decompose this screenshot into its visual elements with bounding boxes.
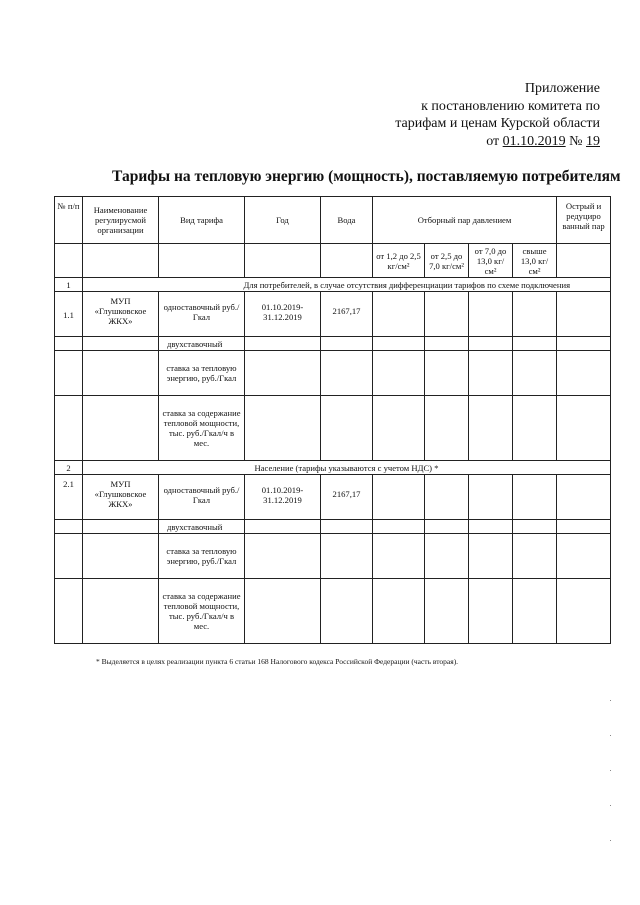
cell [321,534,373,579]
cell [469,579,513,644]
cell [321,337,373,351]
cell [557,534,611,579]
cell [373,475,425,520]
row-period: 01.10.2019-31.12.2019 [245,292,321,337]
header-num: № п/п [55,197,83,244]
cell [55,244,83,278]
table-subheader-row [55,244,611,278]
document-header [330,80,600,150]
cell [55,351,83,396]
cell [321,396,373,461]
footnote: * Выделяется в целях реализации пункта 6 статьи 168 Налогового кодекса Российской Федерации (часть вторая). [96,657,459,666]
row-two-part: двухставочный [159,337,245,351]
cell [513,337,557,351]
header-number-sign: № [569,133,583,149]
cell [55,337,83,351]
header-org: Наименование регулирусмой организации [83,197,159,244]
cell [469,475,513,520]
cell [469,351,513,396]
cell [83,244,159,278]
table-row [55,337,611,351]
cell [469,520,513,534]
row-rate-capacity: ставка за содержание тепловой мощности, тыс. руб./Гкал/ч в мес. [159,396,245,461]
cell [513,520,557,534]
header-year: Год [245,197,321,244]
cell [373,337,425,351]
cell [557,579,611,644]
subheader-steam-3: от 7,0 до 13,0 кг/см² [469,244,513,278]
table-row [55,579,611,644]
row-water: 2167,17 [321,475,373,520]
cell [83,351,159,396]
table-row [55,534,611,579]
document-title: Тарифы на тепловую энергию (мощность), поставляемую потребителям [112,168,621,185]
cell [513,534,557,579]
cell [513,579,557,644]
cell [513,351,557,396]
header-type: Вид тарифа [159,197,245,244]
row-num: 1.1 [55,292,83,337]
cell [425,520,469,534]
cell [469,337,513,351]
cell [55,579,83,644]
cell [373,292,425,337]
scan-dot [610,840,611,841]
header-number: 19 [586,133,600,149]
table-row [55,396,611,461]
cell [245,396,321,461]
cell [425,396,469,461]
section-row-2 [55,461,611,475]
header-appendix: Приложение [524,81,600,96]
cell [513,396,557,461]
cell [55,396,83,461]
cell [55,534,83,579]
cell [557,292,611,337]
row-org: МУП «Глушковское ЖКХ» [83,475,159,520]
header-steam: Отборный пар давлением [373,197,557,244]
header-water: Вода [321,197,373,244]
cell [83,534,159,579]
cell [55,520,83,534]
scan-dot [610,805,611,806]
cell [83,337,159,351]
section-title: Население (тарифы указываются с учетом НДС) * [83,461,611,475]
cell [373,534,425,579]
cell [425,475,469,520]
header-date-prefix: от [486,133,500,149]
cell [373,520,425,534]
cell [245,337,321,351]
cell [557,244,611,278]
cell [425,351,469,396]
cell [245,520,321,534]
cell [321,520,373,534]
header-resolution: к постановлению комитета по [421,98,600,114]
section-row-1 [55,278,611,292]
row-type: одноставочный руб./Гкал [159,475,245,520]
row-rate-capacity: ставка за содержание тепловой мощности, тыс. руб./Гкал/ч в мес. [159,579,245,644]
cell [557,351,611,396]
cell [321,351,373,396]
row-water: 2167,17 [321,292,373,337]
cell [425,292,469,337]
section-num: 2 [55,461,83,475]
table-header-row [55,197,611,244]
section-num: 1 [55,278,83,292]
cell [373,579,425,644]
cell [83,396,159,461]
row-rate-heat: ставка за тепловую энергию, руб./Гкал [159,534,245,579]
cell [321,244,373,278]
subheader-steam-1: от 1,2 до 2,5 кг/см² [373,244,425,278]
cell [425,337,469,351]
cell [245,534,321,579]
header-date: 01.10.2019 [502,133,566,149]
cell [513,292,557,337]
row-rate-heat: ставка за тепловую энергию, руб./Гкал [159,351,245,396]
row-num: 2.1 [55,475,83,520]
row-two-part: двухставочный [159,520,245,534]
cell [469,396,513,461]
scan-dot [610,700,611,701]
cell [83,520,159,534]
cell [469,534,513,579]
cell [425,534,469,579]
header-sharp-steam: Острый и редуциро ванный пар [557,197,611,244]
cell [321,579,373,644]
header-date-number [330,133,600,151]
cell [245,351,321,396]
cell [83,579,159,644]
row-type: одноставочный руб./Гкал [159,292,245,337]
cell [425,579,469,644]
cell [469,292,513,337]
cell [557,396,611,461]
cell [159,244,245,278]
scan-dot [610,770,611,771]
cell [245,579,321,644]
row-period: 01.10.2019-31.12.2019 [245,475,321,520]
table-row [55,292,611,337]
header-committee: тарифам и ценам Курской области [395,116,600,131]
subheader-steam-2: от 2,5 до 7,0 кг/см² [425,244,469,278]
tariff-table [54,196,611,644]
cell [373,351,425,396]
table-row [55,351,611,396]
subheader-steam-4: свыше 13,0 кг/см² [513,244,557,278]
cell [557,337,611,351]
scan-dot [610,735,611,736]
table-row [55,475,611,520]
cell [245,244,321,278]
table-row [55,520,611,534]
cell [373,396,425,461]
cell [557,475,611,520]
scan-artifact-dots [610,700,612,875]
row-org: МУП «Глушковское ЖКХ» [83,292,159,337]
cell [513,475,557,520]
section-title: Для потребителей, в случае отсутствия дифференциации тарифов по схеме подключения [83,278,611,292]
cell [557,520,611,534]
